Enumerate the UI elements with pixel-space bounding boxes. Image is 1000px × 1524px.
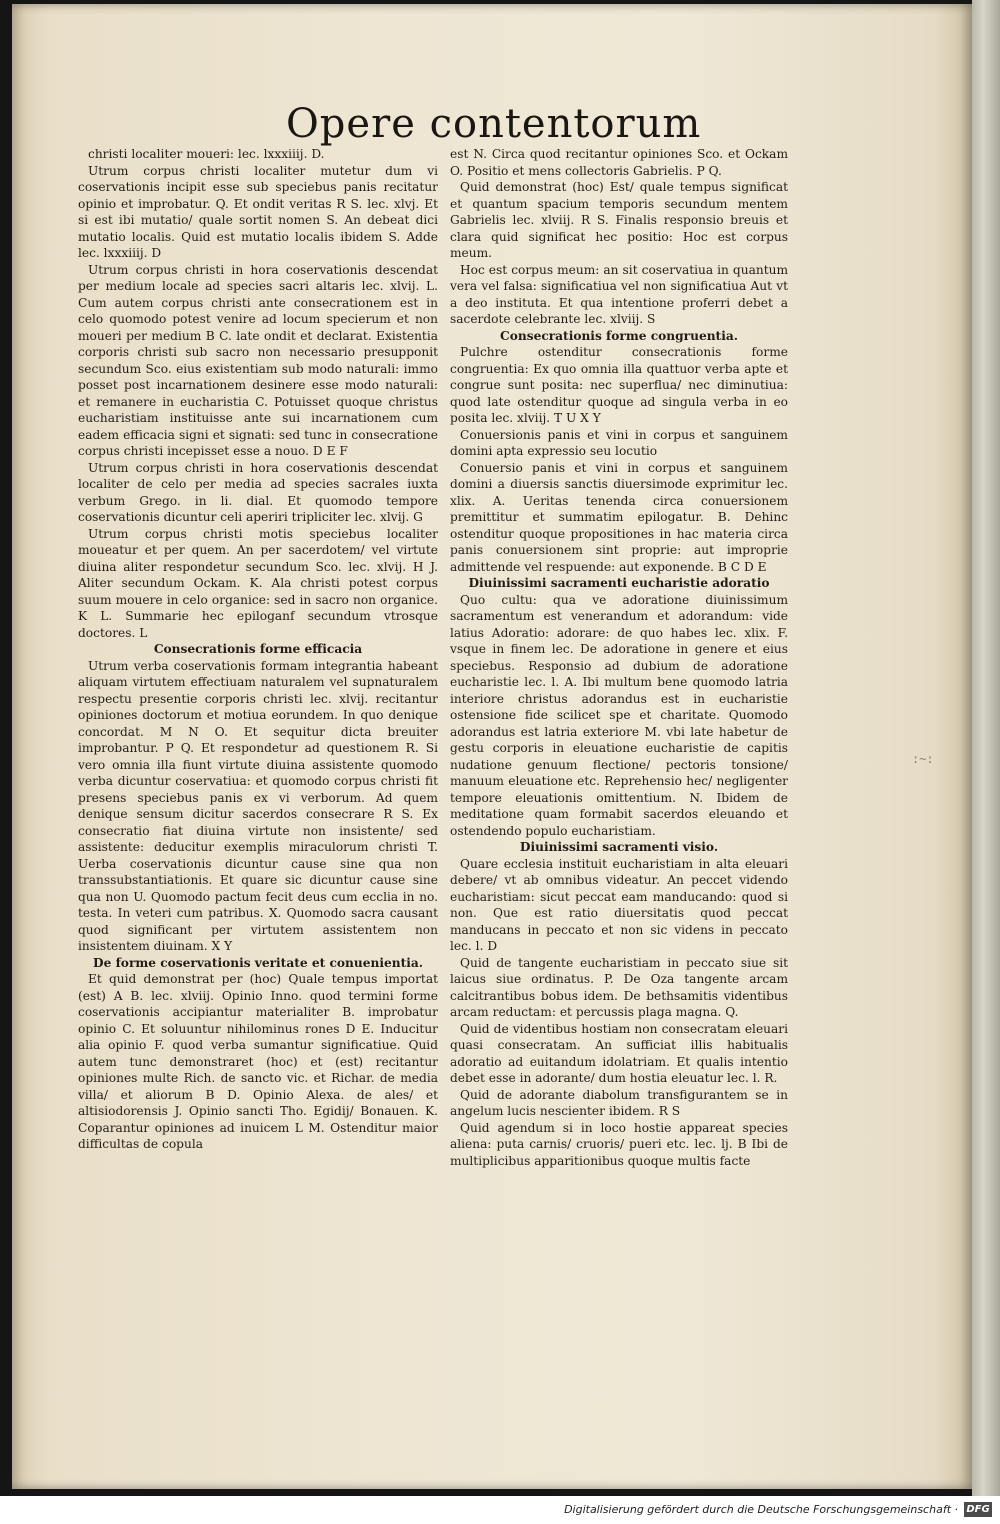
footer-bar [0, 1496, 1000, 1524]
funding-credit: Digitalisierung gefördert durch die Deutsche Forschungsgemeinschaft · [564, 1503, 958, 1516]
right-text-column [450, 146, 788, 1169]
section-heading: Consecrationis forme efficacia [153, 642, 363, 656]
section-heading: Consecrationis forme congruentia. [500, 328, 738, 343]
index-entry: christi localiter moueri: lec. lxxxiiij. D. [88, 147, 325, 161]
index-entry: Utrum corpus christi in hora coservationis descendat localiter de celo per media ad species sacrales iuxta verbum Grego. in li. dial. Et quomodo tempore coservationis dicuntur celi aperiri tripliciter lec. xlvij. G [78, 460, 438, 524]
index-entry: Et quid demonstrat per (hoc) Quale tempus importat (est) A B. lec. xlviij. Opinio Inno. quod termini forme coservationis accipiantur materialiter B. improbatur opinio C. Et soluuntur nihilominus rones D E. Inducitur alia opinio F. quod verba sumantur significatiue. Quid autem tunc demonstraret (hoc) et (est) recitantur opiniones multe Rich. de sancto vic. et Richar. de media villa/ et aliorum B D. Opinio Alexa. de ales/ et altisiodorensis J. Opinio sancti Tho. Egidij/ Bonauen. K. Coparantur opiniones ad inuicem L M. Ostenditur maior difficultas de copula [78, 972, 438, 1151]
index-entry: Quid de videntibus hostiam non consecratam eleuari quasi consecratam. An sufficiat illis habitualis adoratio ad euitandum idolatriam. Et qualis intentio debet esse in adorante/ dum hostia eleuatur lec. l. R. [450, 1021, 788, 1085]
index-entry: Conuersio panis et vini in corpus et sanguinem domini a diuersis sanctis diuersimode exprimitur lec. xlix. A. Ueritas tenenda circa conuersionem premittitur et summatim epilogatur. B. Dehinc ostenditur quoque propositiones in hac materia circa panis conuersionem sint proprie: aut improprie admittende vel respuende: aut exponende. B C D E [450, 460, 788, 574]
index-entry: Quid agendum si in loco hostie appareat species aliena: puta carnis/ cruoris/ pueri etc. lec. lj. B Ibi de multiplicibus apparitionibus quoque multis facte [450, 1120, 788, 1168]
index-entry: Quare ecclesia instituit eucharistiam in alta eleuari debere/ vt ab omnibus videatur. An peccet videndo eucharistiam: sicut peccat eam manducando: quod si non. Que est ratio diuersitatis quod peccat manducans in peccato et non sic videns in peccato lec. l. D [450, 856, 788, 953]
index-entry: Utrum verba coservationis formam integrantia habeant aliquam virtutem effectiuam naturalem vel supnaturalem respectu presentie corporis christi lec. xlvij. recitantur opiniones doctorum et motiua eorundem. In quo denique concordat. M N O. Et sequitur dicta breuiter improbantur. P Q. Et respondetur ad questionem R. Si vero omnia illa fiunt virtute diuina assistente quomodo verba dicuntur coservatiua: et quomodo corpus christi fit presens speciebus panis ex vi verborum. Ad quem denique sensum dicitur sacerdos consecrare R S. Ex consecratio fiat diuina virtute non insistente/ sed assistente: deducitur exemplis miraculorum christi T. Uerba coservationis dicuntur cause sine qua non transsubstantiationis. Et quare sic dicuntur cause sine qua non U. Quomodo pactum fecit deus cum ecclia in no. testa. In veteri cum patribus. X. Quomodo sacra causant quod significant per virtutem assistentem non insistentem diuinam. X Y [78, 658, 438, 953]
index-entry: Utrum corpus christi localiter mutetur dum vi coservationis incipit esse sub speciebus panis recitatur opinio et improbatur. Q. Et ondit veritas R S. lec. xlvj. Et si est ibi mutatio/ quale sortit nomen S. An debeat dici mutatio localis. Quid est mutatio localis ibidem S. Adde lec. lxxxiiij. D [78, 163, 438, 260]
index-entry: Utrum corpus christi in hora coservationis descendat per medium locale ad species sacri altaris lec. xlvij. L. Cum autem corpus christi ante consecrationem est in celo quomodo potest venire ad locum specierum et non moueri per medium B C. late ondit et declarat. Existentia corporis christi sub sacro non necessario presupponit secundum Sco. eius existentiam sub modo naturali: immo posset post incarnationem desinere esse modo naturali: et remanere in eucharistia C. Potuisset quoque christus eucharistiam instituisse ante sui incarnationem cum eadem efficacia signi et signati: sed tunc in consecratione corpus christi incepisset esse a nouo. D E F [78, 262, 438, 458]
section-heading: Diuinissimi sacramenti visio. [519, 840, 719, 854]
dfg-logo: DFG [964, 1502, 992, 1517]
index-entry: Quo cultu: qua ve adoratione diuinissimum sacramentum est venerandum et adorandum: vide latius Adoratio: adorare: de quo habes lec. xlix. F. vsque in finem lec. De adoratione in genere et eius speciebus. Responsio ad dubium de adoratione eucharistie lec. l. A. Ibi multum bene quomodo latria interiore christus adorandus est in eucharistie ostensione fide scilicet spe et charitate. Quomodo adorandus est latria exteriore M. vbi late habetur de gestu corporis in eleuatione eucharistie de capitis nudatione genuum flectione/ pectoris tonsione/ manuum eleuatione etc. Reprehensio hec/ negligenter tempore eleuationis omittentium. N. Ibidem de meditatione quam formabit sacerdos eleuando et ostendendo populo eucharistiam. [450, 592, 788, 838]
index-entry: Hoc est corpus meum: an sit coservatiua in quantum vera vel falsa: significatiua vel non significatiua Aut vt a deo instituta. Et qua intentione proferri debet a sacerdote celebrante lec. xlviij. S [450, 262, 788, 326]
index-entry: Pulchre ostenditur consecrationis forme congruentia: Ex quo omnia illa quattuor verba apte et congrue sunt posita: nec superflua/ nec diminutiua: quod late ostenditur quoque ad singula verba in eo posita lec. xlviij. T U X Y [450, 345, 788, 425]
margin-mark: :~: [912, 752, 934, 766]
section-heading: Diuinissimi sacramenti eucharistie adoratio [468, 576, 770, 590]
index-entry: Quid demonstrat (hoc) Est/ quale tempus significat et quantum spacium temporis secundum mentem Gabrielis lec. xlviij. R S. Finalis responsio breuis et clara quid significat hec positio: Hoc est corpus meum. [450, 180, 788, 260]
page-heading: Opere contentorum [286, 101, 702, 147]
index-entry: est N. Circa quod recitantur opiniones Sco. et Ockam O. Positio et mens collectoris Gabrielis. P Q. [450, 147, 788, 178]
section-heading: De forme coservationis veritate et conuenientia. [93, 955, 423, 970]
left-text-column [78, 146, 438, 1153]
index-entry: Quid de adorante diabolum transfigurantem se in angelum lucis nescienter ibidem. R S [450, 1087, 788, 1118]
index-entry: Quid de tangente eucharistiam in peccato siue sit laicus siue ordinatus. P. De Oza tangente arcam calcitrantibus bobus idem. De bethsamitis videntibus arcam reductam: et percussis plaga magna. Q. [450, 955, 788, 1019]
index-entry: Conuersionis panis et vini in corpus et sanguinem domini apta expressio seu locutio [450, 427, 788, 458]
index-entry: Utrum corpus christi motis speciebus localiter moueatur et per quem. An per sacerdotem/ vel virtute diuina aliter respondetur secundum Sco. lec. xlvij. H J. Aliter secundum Ockam. K. Ala christi potest corpus suum mouere in celo organice: sed in sacro non organice. K L. Summarie hec epiloganf secundum vtrosque doctores. L [78, 526, 438, 640]
neighbor-page-edge [972, 0, 1000, 1496]
